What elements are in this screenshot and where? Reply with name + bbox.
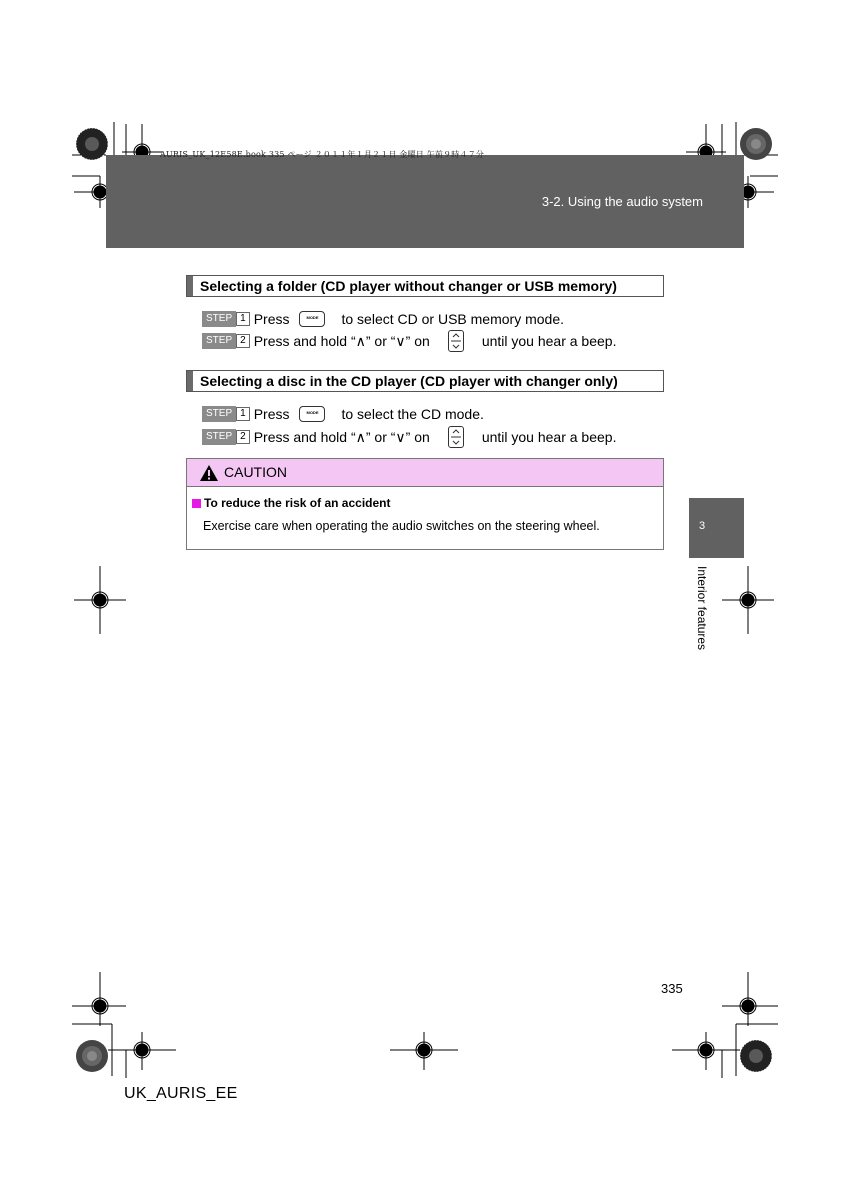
step-text-before: Press and hold “∧” or “∨” on [253, 332, 430, 349]
file-info-text: AURIS_UK_12E58E.book 335 ページ ２０１１年１月２１日 金曜日 午前９時４７分 [160, 150, 485, 159]
mode-button-icon: MODE [299, 406, 325, 422]
step-badge: STEP 1 [202, 407, 250, 421]
step-row [202, 309, 564, 329]
footer-code: UK_AURIS_EE [124, 1085, 238, 1102]
caution-subheading [192, 496, 391, 510]
step-text-after: to select CD or USB memory mode. [341, 311, 564, 327]
updown-switch-icon [448, 426, 464, 448]
caution-body: Exercise care when operating the audio switches on the steering wheel. [203, 519, 600, 533]
warning-triangle-icon [199, 464, 219, 482]
caution-subheading-text: To reduce the risk of an accident [204, 496, 391, 510]
heading-bar [187, 276, 193, 296]
step-text-after: to select the CD mode. [341, 406, 484, 422]
section-heading-text: Selecting a folder (CD player without changer or USB memory) [200, 278, 617, 294]
caution-title: CAUTION [224, 464, 287, 480]
caution-box [186, 458, 664, 550]
section-heading-folder [186, 275, 664, 297]
page-number: 335 [661, 981, 683, 996]
chapter-number: 3 [699, 520, 706, 532]
step-text-before: Press and hold “∧” or “∨” on [253, 428, 430, 445]
step-text-before: Press [253, 311, 290, 327]
caution-header [187, 459, 663, 487]
step-badge: STEP 2 [202, 430, 250, 444]
mode-button-icon: MODE [299, 311, 325, 327]
updown-switch-icon [448, 330, 464, 352]
step-badge: STEP 1 [202, 312, 250, 326]
heading-bar [187, 371, 193, 391]
step-text-after: until you hear a beep. [481, 333, 617, 349]
section-heading-text: Selecting a disc in the CD player (CD player with changer only) [200, 373, 618, 389]
step-row [202, 404, 484, 424]
step-row [202, 331, 616, 351]
step-row [202, 427, 616, 447]
chapter-tab [689, 498, 744, 558]
section-heading-disc [186, 370, 664, 392]
step-text-before: Press [253, 406, 290, 422]
chapter-label: Interior features [695, 566, 709, 651]
step-badge: STEP 2 [202, 334, 250, 348]
step-text-after: until you hear a beep. [481, 429, 617, 445]
section-title: 3-2. Using the audio system [541, 194, 703, 209]
square-bullet-icon [192, 499, 201, 508]
